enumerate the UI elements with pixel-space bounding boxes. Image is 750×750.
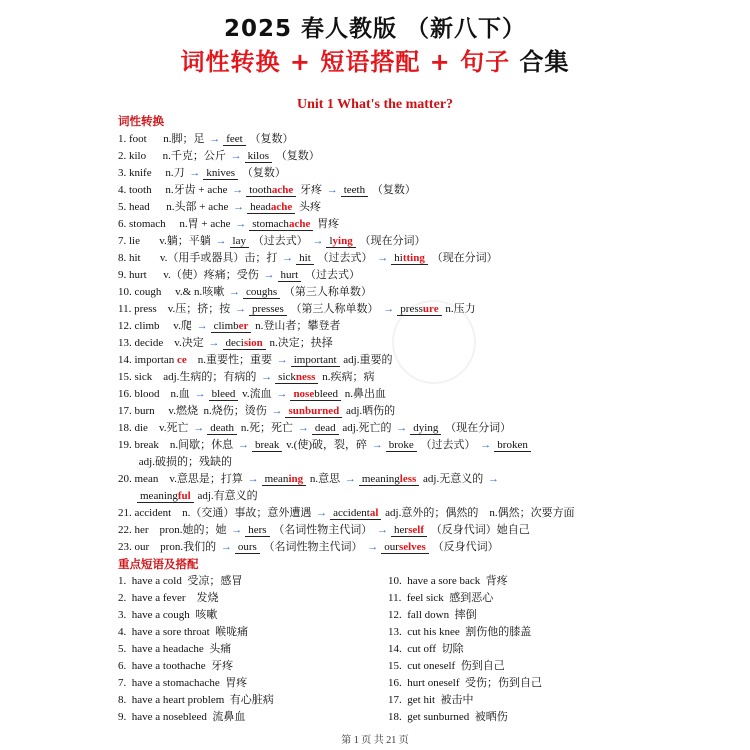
word-text: （反身代词） bbox=[429, 541, 502, 553]
item-number: 20. bbox=[118, 473, 132, 485]
word-text: adj.意外的；偶然的 n.偶然；次要方面 bbox=[382, 507, 578, 519]
phrase-item: 10. have a sore back 背疼 bbox=[388, 575, 508, 587]
answer-blank bbox=[249, 218, 313, 231]
phrase-item: 3. have a cough 咳嗽 bbox=[118, 609, 218, 621]
vocab-row bbox=[118, 437, 638, 454]
answer-stem: tooth bbox=[249, 184, 272, 196]
arrow-icon: → bbox=[233, 201, 245, 213]
word-text: head n.头部 + ache bbox=[126, 201, 232, 213]
word-text: （反身代词）她自己 bbox=[427, 524, 533, 536]
answer-suffix: self bbox=[408, 524, 424, 536]
answer-suffix: less bbox=[399, 473, 417, 485]
arrow-icon: → bbox=[367, 541, 379, 553]
phrases-list-left bbox=[118, 573, 274, 726]
word-text: adj.有意义的 bbox=[194, 490, 261, 502]
answer-blank: break bbox=[252, 439, 282, 452]
word-text: press v.压；挤；按 bbox=[131, 303, 233, 315]
answer-stem: l bbox=[329, 235, 333, 247]
vocab-row bbox=[118, 318, 638, 335]
word-text: blood n.血 bbox=[131, 388, 193, 400]
answer-stem: sick bbox=[278, 371, 296, 383]
vocab-row bbox=[118, 488, 638, 505]
word-text: （名词性物主代词） bbox=[270, 524, 376, 536]
arrow-icon: → bbox=[215, 235, 227, 247]
answer-blank: broke bbox=[386, 439, 417, 452]
item-number: 3. bbox=[118, 167, 127, 179]
answer-blank bbox=[137, 490, 194, 503]
item-number: 2. bbox=[118, 150, 127, 162]
word-text: cough v.& n.咳嗽 bbox=[131, 286, 227, 298]
arrow-icon: → bbox=[326, 184, 338, 196]
answer-blank bbox=[223, 337, 266, 350]
answer-stem: mean bbox=[264, 473, 289, 485]
phrase-item: 4. have a sore throat 喉咙痛 bbox=[118, 626, 249, 638]
answer-stem: hi bbox=[394, 252, 403, 264]
vocab-row bbox=[118, 233, 638, 250]
vocab-row bbox=[118, 165, 638, 182]
answer-blank: ours bbox=[235, 541, 260, 554]
word-text: stomach n.胃 + ache bbox=[126, 218, 234, 230]
answer-blank bbox=[246, 184, 296, 197]
arrow-icon: → bbox=[377, 252, 389, 264]
word-text: n.登山者；攀登者 bbox=[252, 320, 344, 332]
answer-suffix: er bbox=[238, 320, 249, 332]
word-text: lie v.躺；平躺 bbox=[126, 235, 214, 247]
word-text: accident n.（交通）事故；意外遭遇 bbox=[131, 507, 315, 519]
arrow-icon: → bbox=[193, 422, 205, 434]
vocab-row bbox=[118, 505, 638, 522]
phrase-item: 17. get hit 被击中 bbox=[388, 694, 474, 706]
phrase-item: 7. have a stomachache 胃疼 bbox=[118, 677, 248, 689]
word-text: （第三人称单数） bbox=[287, 303, 382, 315]
word-text: sick adj.生病的；有病的 bbox=[131, 371, 260, 383]
answer-blank: teeth bbox=[341, 184, 368, 197]
answer-blank bbox=[211, 320, 252, 333]
item-number: 8. bbox=[118, 252, 127, 264]
vocab-row bbox=[118, 471, 638, 488]
word-text: n.死；死亡 bbox=[238, 422, 296, 434]
answer-suffix: sion bbox=[243, 337, 263, 349]
phrase-item: 9. have a nosebleed 流鼻血 bbox=[118, 711, 246, 723]
vocab-row bbox=[118, 369, 638, 386]
arrow-icon: → bbox=[230, 150, 242, 162]
phrase-item: 6. have a toothache 牙疼 bbox=[118, 660, 234, 672]
answer-blank bbox=[391, 252, 428, 265]
word-text: n.鼻出血 bbox=[342, 388, 389, 400]
arrow-icon: → bbox=[344, 473, 356, 485]
item-number: 7. bbox=[118, 235, 127, 247]
arrow-icon: → bbox=[232, 184, 244, 196]
vocab-row bbox=[118, 267, 638, 284]
answer-stem: her bbox=[394, 524, 409, 536]
answer-suffix: ful bbox=[177, 490, 191, 502]
word-text: n.意思 bbox=[307, 473, 343, 485]
item-number: 18. bbox=[118, 422, 132, 434]
item-number: 6. bbox=[118, 218, 127, 230]
answer-prefix: nose bbox=[293, 388, 315, 400]
answer-blank: lay bbox=[230, 235, 249, 248]
word-text: importan bbox=[131, 354, 177, 366]
phrase-item: 14. cut off 切除 bbox=[388, 643, 464, 655]
answer-blank: kilos bbox=[245, 150, 272, 163]
answer-stem: press bbox=[400, 303, 423, 315]
phrase-item: 13. cut his knee 割伤他的膝盖 bbox=[388, 626, 532, 638]
arrow-icon: → bbox=[297, 422, 309, 434]
item-number: 17. bbox=[118, 405, 132, 417]
phrase-item: 8. have a heart problem 有心脏病 bbox=[118, 694, 274, 706]
word-text: n.疾病；病 bbox=[319, 371, 378, 383]
answer-blank: bleed bbox=[209, 388, 239, 401]
item-number: 12. bbox=[118, 320, 132, 332]
answer-suffix: ache bbox=[271, 184, 294, 196]
word-text: kilo n.千克；公斤 bbox=[126, 150, 229, 162]
answer-blank: dead bbox=[312, 422, 339, 435]
arrow-icon: → bbox=[276, 354, 288, 366]
vocab-row bbox=[118, 454, 638, 471]
answer-suffix: selves bbox=[398, 541, 426, 553]
word-text: （过去式） bbox=[314, 252, 376, 264]
word-text: adj.晒伤的 bbox=[343, 405, 398, 417]
arrow-icon: → bbox=[228, 286, 240, 298]
arrow-icon: → bbox=[247, 473, 259, 485]
item-number: 23. bbox=[118, 541, 132, 553]
answer-blank: important bbox=[291, 354, 340, 367]
arrow-icon: → bbox=[377, 524, 389, 536]
item-number: 13. bbox=[118, 337, 132, 349]
answer-blank bbox=[330, 507, 381, 520]
vocab-row bbox=[118, 386, 638, 403]
arrow-icon: → bbox=[208, 337, 220, 349]
answer-blank: dying bbox=[410, 422, 441, 435]
item-number: 22. bbox=[118, 524, 132, 536]
word-text: （过去式） bbox=[302, 269, 363, 281]
word-text: break n.间歇；休息 bbox=[131, 439, 236, 451]
answer-blank: hurt bbox=[278, 269, 302, 282]
word-text: n.重要性；重要 bbox=[186, 354, 275, 366]
phrase-item: 1. have a cold 受凉；感冒 bbox=[118, 575, 243, 587]
word-text: die v.死亡 bbox=[131, 422, 192, 434]
arrow-icon: → bbox=[263, 269, 275, 281]
arrow-icon: → bbox=[371, 439, 383, 451]
answer-blank bbox=[326, 235, 355, 248]
vocab-row bbox=[118, 539, 638, 556]
answer-stem: our bbox=[384, 541, 399, 553]
answer-blank: broken bbox=[494, 439, 531, 452]
word-text: v.(使)破，裂，碎 bbox=[283, 439, 370, 451]
word-text: adj.死亡的 bbox=[339, 422, 395, 434]
word-text: decide v.决定 bbox=[131, 337, 207, 349]
vocab-row bbox=[118, 522, 638, 539]
word-text: 牙疼 bbox=[297, 184, 325, 196]
item-number: 15. bbox=[118, 371, 132, 383]
word-text: climb v.爬 bbox=[131, 320, 195, 332]
item-number: 1. bbox=[118, 133, 127, 145]
arrow-icon: → bbox=[312, 235, 324, 247]
word-text: （现在分词） bbox=[442, 422, 514, 434]
arrow-icon: → bbox=[271, 405, 283, 417]
answer-suffix: al bbox=[369, 507, 379, 519]
page-footer: 第 1 页 共 21 页 bbox=[341, 735, 409, 746]
arrow-icon: → bbox=[235, 303, 246, 315]
document-title: 2025 春人教版 （新八下） bbox=[223, 16, 527, 42]
answer-blank: hit bbox=[296, 252, 314, 265]
arrow-icon: → bbox=[220, 541, 232, 553]
answer-stem: meaning bbox=[140, 490, 178, 502]
item-number: 11. bbox=[118, 303, 132, 315]
subtitle-black-part: 合集 bbox=[519, 48, 570, 76]
answer-blank bbox=[397, 303, 441, 316]
answer-suffix: ying bbox=[332, 235, 353, 247]
word-text: hurt v.（使）疼痛；受伤 bbox=[126, 269, 262, 281]
phrase-item: 2. have a fever 发烧 bbox=[118, 592, 219, 604]
answer-blank bbox=[275, 371, 318, 384]
item-number: 16. bbox=[118, 388, 132, 400]
answer-blank: feet bbox=[223, 133, 245, 146]
answer-suffix: ing bbox=[288, 473, 304, 485]
answer-blank: knives bbox=[203, 167, 238, 180]
answer-blank: death bbox=[207, 422, 237, 435]
word-text: （现在分词） bbox=[356, 235, 429, 247]
arrow-icon: → bbox=[235, 218, 247, 230]
word-text: （现在分词） bbox=[428, 252, 501, 264]
item-number: 9. bbox=[118, 269, 127, 281]
answer-blank bbox=[247, 201, 295, 214]
word-text: 胃疼 bbox=[314, 218, 342, 230]
phrase-item: 16. hurt oneself 受伤；伤到自己 bbox=[388, 677, 542, 689]
arrow-icon: → bbox=[209, 133, 221, 145]
vocab-row bbox=[118, 250, 638, 267]
arrow-icon: → bbox=[383, 303, 395, 315]
answer-stem: bleed bbox=[314, 388, 339, 400]
word-text: tooth n.牙齿 + ache bbox=[126, 184, 231, 196]
vocab-row bbox=[118, 420, 638, 437]
vocab-row bbox=[118, 301, 638, 318]
answer-suffix: ache bbox=[288, 218, 311, 230]
word-text: adj.破损的；残缺的 bbox=[136, 456, 235, 468]
arrow-icon: → bbox=[189, 167, 201, 179]
document-subtitle bbox=[0, 42, 750, 77]
section-heading-phrases: 重点短语及搭配 bbox=[118, 559, 199, 571]
answer-blank: presses bbox=[249, 303, 287, 316]
vocab-row bbox=[118, 216, 638, 233]
answer-stem: head bbox=[250, 201, 271, 213]
vocab-list bbox=[118, 131, 638, 556]
unit-heading: Unit 1 What's the matter? bbox=[296, 97, 454, 112]
phrases-list-right bbox=[388, 573, 542, 726]
phrase-item: 15. cut oneself 伤到自己 bbox=[388, 660, 505, 672]
answer-suffix: ache bbox=[270, 201, 293, 213]
word-text: （复数） bbox=[273, 150, 323, 162]
item-number: 21. bbox=[118, 507, 132, 519]
word-text: （过去式） bbox=[417, 439, 479, 451]
vocab-row bbox=[118, 148, 638, 165]
answer-blank: hers bbox=[245, 524, 269, 537]
word-text: （复数） bbox=[246, 133, 297, 145]
word-text: knife n.刀 bbox=[126, 167, 188, 179]
arrow-icon: → bbox=[282, 252, 294, 264]
subtitle-red-part: 词性转换 + 短语搭配 + 句子 bbox=[180, 48, 511, 76]
word-text: n.压力 bbox=[442, 303, 479, 315]
vocab-row bbox=[118, 403, 638, 420]
arrow-icon: → bbox=[261, 371, 273, 383]
vocab-row bbox=[118, 131, 638, 148]
vocab-row bbox=[118, 199, 638, 216]
item-number: 19. bbox=[118, 439, 132, 451]
vocab-row bbox=[118, 335, 638, 352]
item-number: 14. bbox=[118, 354, 132, 366]
word-text: hit v.（用手或器具）击；打 bbox=[126, 252, 281, 264]
phrase-item: 12. fall down 摔倒 bbox=[388, 609, 477, 621]
arrow-icon: → bbox=[396, 422, 408, 434]
arrow-icon: → bbox=[487, 473, 499, 485]
word-text: （复数） bbox=[239, 167, 289, 179]
answer-blank: coughs bbox=[243, 286, 280, 299]
word-text: （名词性物主代词） bbox=[260, 541, 366, 553]
word-text: （第三人称单数） bbox=[281, 286, 375, 298]
word-text: our pron.我们的 bbox=[131, 541, 219, 553]
word-text: 头疼 bbox=[296, 201, 324, 213]
word-text: （复数） bbox=[369, 184, 419, 196]
word-text: burn v.燃烧 n.烧伤；烫伤 bbox=[131, 405, 270, 417]
item-number: 4. bbox=[118, 184, 127, 196]
phrase-item: 11. feel sick 感到恶心 bbox=[388, 592, 494, 604]
answer-blank bbox=[391, 524, 427, 537]
word-text: her pron.她的；她 bbox=[131, 524, 230, 536]
arrow-icon: → bbox=[316, 507, 328, 519]
answer-blank bbox=[262, 473, 307, 486]
vocab-row bbox=[118, 284, 638, 301]
answer-prefix: sunburned bbox=[288, 405, 340, 417]
vocab-row bbox=[118, 182, 638, 199]
word-text: v.流血 bbox=[239, 388, 275, 400]
word-text: foot n.脚；足 bbox=[126, 133, 208, 145]
section-heading-word-forms: 词性转换 bbox=[118, 116, 164, 128]
answer-blank bbox=[285, 405, 342, 418]
arrow-icon: → bbox=[196, 320, 208, 332]
item-number: 10. bbox=[118, 286, 132, 298]
arrow-icon: → bbox=[276, 388, 288, 400]
answer-stem: stomach bbox=[252, 218, 289, 230]
arrow-icon: → bbox=[237, 439, 249, 451]
word-text: mean v.意思是；打算 bbox=[131, 473, 246, 485]
arrow-icon: → bbox=[194, 388, 206, 400]
item-number: 5. bbox=[118, 201, 127, 213]
vocab-row bbox=[118, 352, 638, 369]
answer-blank bbox=[359, 473, 419, 486]
word-text: （过去式） bbox=[249, 235, 311, 247]
answer-suffix: ness bbox=[295, 371, 316, 383]
phrase-item: 18. get sunburned 被晒伤 bbox=[388, 711, 508, 723]
answer-stem: deci bbox=[225, 337, 244, 349]
arrow-icon: → bbox=[480, 439, 492, 451]
answer-suffix: ure bbox=[422, 303, 439, 315]
answer-suffix: tting bbox=[402, 252, 425, 264]
answer-stem: climb bbox=[213, 320, 239, 332]
word-text: adj.重要的 bbox=[340, 354, 396, 366]
answer-blank bbox=[290, 388, 341, 401]
phrase-item: 5. have a headache 头痛 bbox=[118, 643, 232, 655]
word-text: n.决定；抉择 bbox=[266, 337, 336, 349]
arrow-icon: → bbox=[231, 524, 243, 536]
answer-stem: meaning bbox=[361, 473, 400, 485]
word-text: adj.无意义的 bbox=[420, 473, 486, 485]
answer-stem: accident bbox=[333, 507, 370, 519]
highlighted-suffix: ce bbox=[176, 354, 187, 366]
answer-blank bbox=[381, 541, 429, 554]
